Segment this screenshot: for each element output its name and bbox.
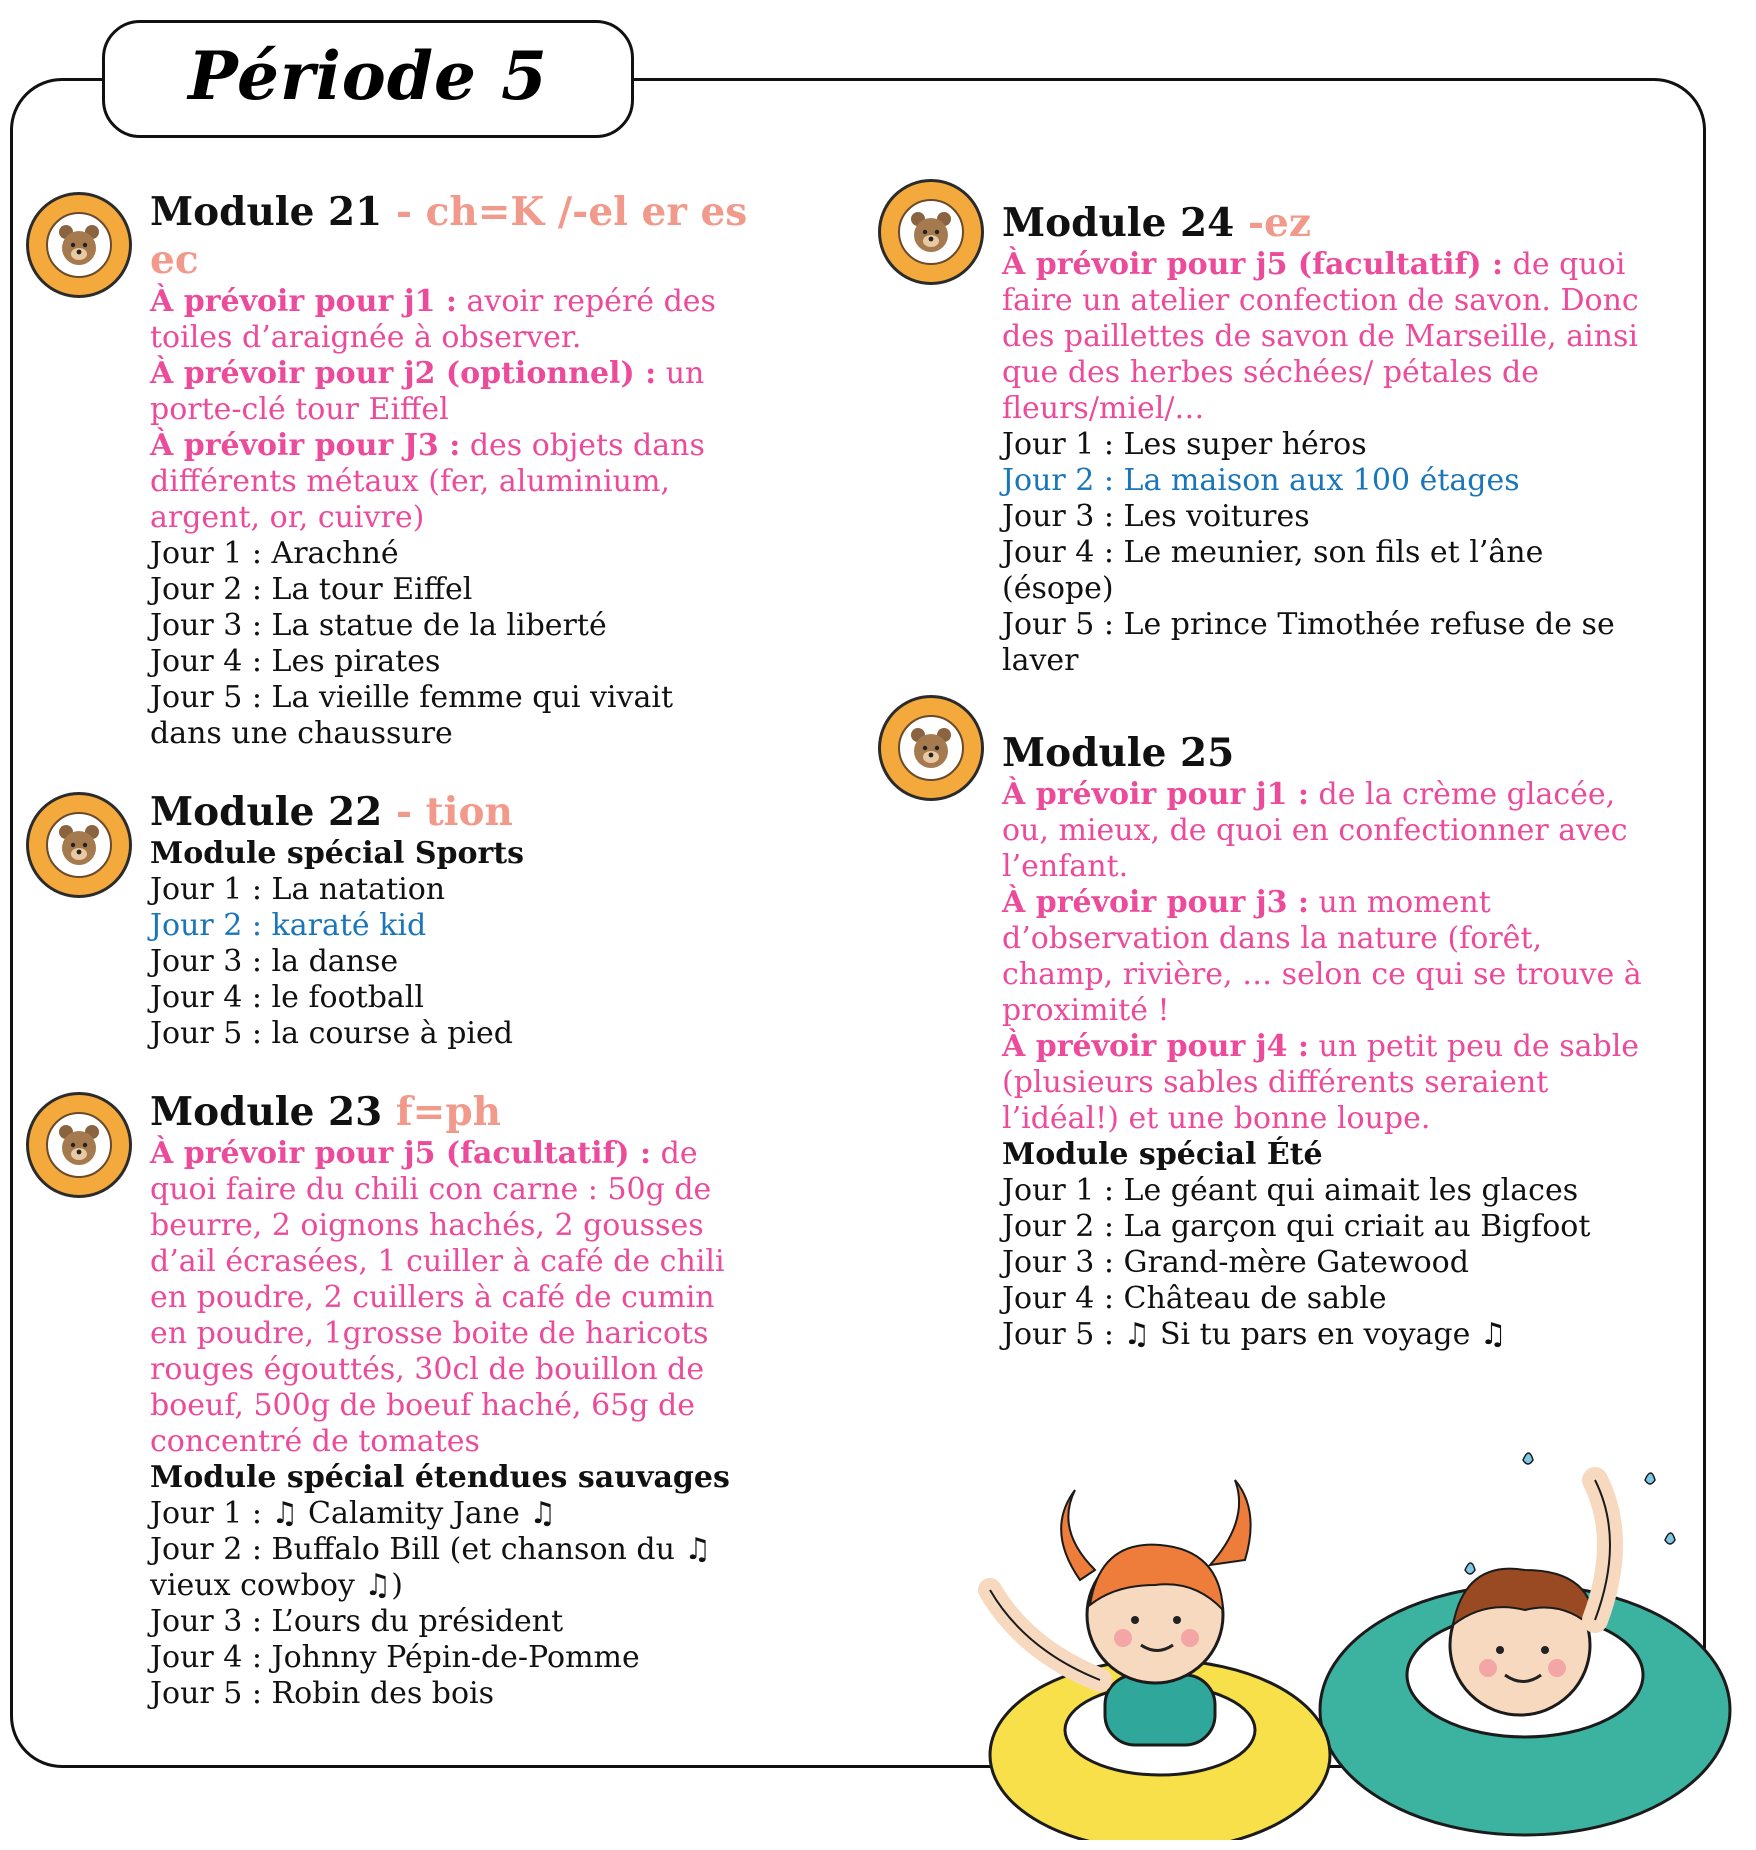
day-item: Jour 1 : ♫ Calamity Jane ♫ [150,1496,557,1531]
module-title: Module 21 - ch=K /-el er es ec [150,189,748,283]
prep-note: À prévoir pour j3 : un moment d’observation dans la nature (forêt, champ, rivière, … selon ce qui se trouve à proximité ! [1002,885,1642,1028]
bear-badge-icon [878,695,984,801]
special-title: Module spécial étendues sauvages [150,1460,730,1495]
prep-note: À prévoir pour j4 : un petit peu de sable (plusieurs sables différents seraient l’idéal!) et une bonne loupe. [1002,1029,1640,1136]
day-item: Jour 1 : Le géant qui aimait les glaces [1002,1173,1579,1208]
day-item: Jour 4 : Château de sable [1002,1281,1387,1316]
day-item: Jour 4 : Les pirates [150,644,441,679]
module-23 [150,1088,750,1712]
bear-badge-icon [878,179,984,285]
day-item: Jour 1 : Les super héros [1002,427,1367,462]
day-item: Jour 1 : Arachné [150,536,399,571]
left-column [150,188,750,1712]
kids-swim-ring-illustration [905,1420,1745,1840]
module-title: Module 22 - tion [150,789,513,835]
prep-note: À prévoir pour j5 (facultatif) : de quoi faire du chili con carne : 50g de beurre, 2 oignons hachés, 2 gousses d’ail écrasées, 1 cuiller à café de chili en poudre, 2 cuillers à café de cumin en poudre, 1grosse boite de haricots rouges égouttés, 30cl de bouillon de boeuf, 500g de boeuf haché, 65g de concentré de tomates [150,1136,725,1459]
module-21 [150,188,750,752]
day-item: Jour 3 : Grand-mère Gatewood [1002,1245,1469,1280]
day-item-highlight: Jour 2 : karaté kid [150,908,427,943]
prep-note: À prévoir pour j1 : avoir repéré des toiles d’araignée à observer. [150,284,716,355]
day-item: Jour 4 : le football [150,980,424,1015]
page-title: Période 5 [188,37,548,115]
module-24 [1002,199,1642,679]
prep-note: À prévoir pour j5 (facultatif) : de quoi faire un atelier confection de savon. Donc des paillettes de savon de Marseille, ainsi que des herbes séchées/ pétales de fleurs/miel/… [1002,247,1639,426]
module-22 [150,788,750,1052]
bear-badge-icon [26,792,132,898]
day-item: Jour 5 : ♫ Si tu pars en voyage ♫ [1002,1317,1507,1352]
module-title: Module 25 [1002,730,1235,776]
module-title: Module 24 -ez [1002,200,1312,246]
prep-note: À prévoir pour j1 : de la crème glacée, ou, mieux, de quoi en confectionner avec l’enfant. [1002,777,1628,884]
day-item: Jour 2 : Buffalo Bill (et chanson du ♫ vieux cowboy ♫) [150,1532,712,1603]
special-title: Module spécial Sports [150,836,525,871]
prep-note: À prévoir pour j2 (optionnel) : un porte-clé tour Eiffel [150,356,705,427]
module-title: Module 23 f=ph [150,1089,501,1135]
day-item: Jour 3 : La statue de la liberté [150,608,607,643]
special-title: Module spécial Été [1002,1137,1323,1172]
day-item: Jour 4 : Johnny Pépin-de-Pomme [150,1640,640,1675]
bear-badge-icon [26,1092,132,1198]
title-tab [102,20,634,138]
day-item: Jour 1 : La natation [150,872,446,907]
day-item: Jour 5 : Le prince Timothée refuse de se laver [1002,607,1615,678]
day-item-highlight: Jour 2 : La maison aux 100 étages [1002,463,1520,498]
day-item: Jour 5 : la course à pied [150,1016,513,1051]
day-item: Jour 2 : La garçon qui criait au Bigfoot [1002,1209,1591,1244]
bear-badge-icon [26,192,132,298]
module-25 [1002,729,1642,1353]
day-item: Jour 5 : Robin des bois [150,1676,495,1711]
prep-note: À prévoir pour J3 : des objets dans différents métaux (fer, aluminium, argent, or, cuivre) [150,428,705,535]
right-column [1002,199,1642,1353]
day-item: Jour 3 : L’ours du président [150,1604,564,1639]
day-item: Jour 2 : La tour Eiffel [150,572,473,607]
day-item: Jour 3 : la danse [150,944,399,979]
day-item: Jour 5 : La vieille femme qui vivait dans une chaussure [150,680,673,751]
day-item: Jour 3 : Les voitures [1002,499,1310,534]
day-item: Jour 4 : Le meunier, son fils et l’âne (ésope) [1002,535,1544,606]
